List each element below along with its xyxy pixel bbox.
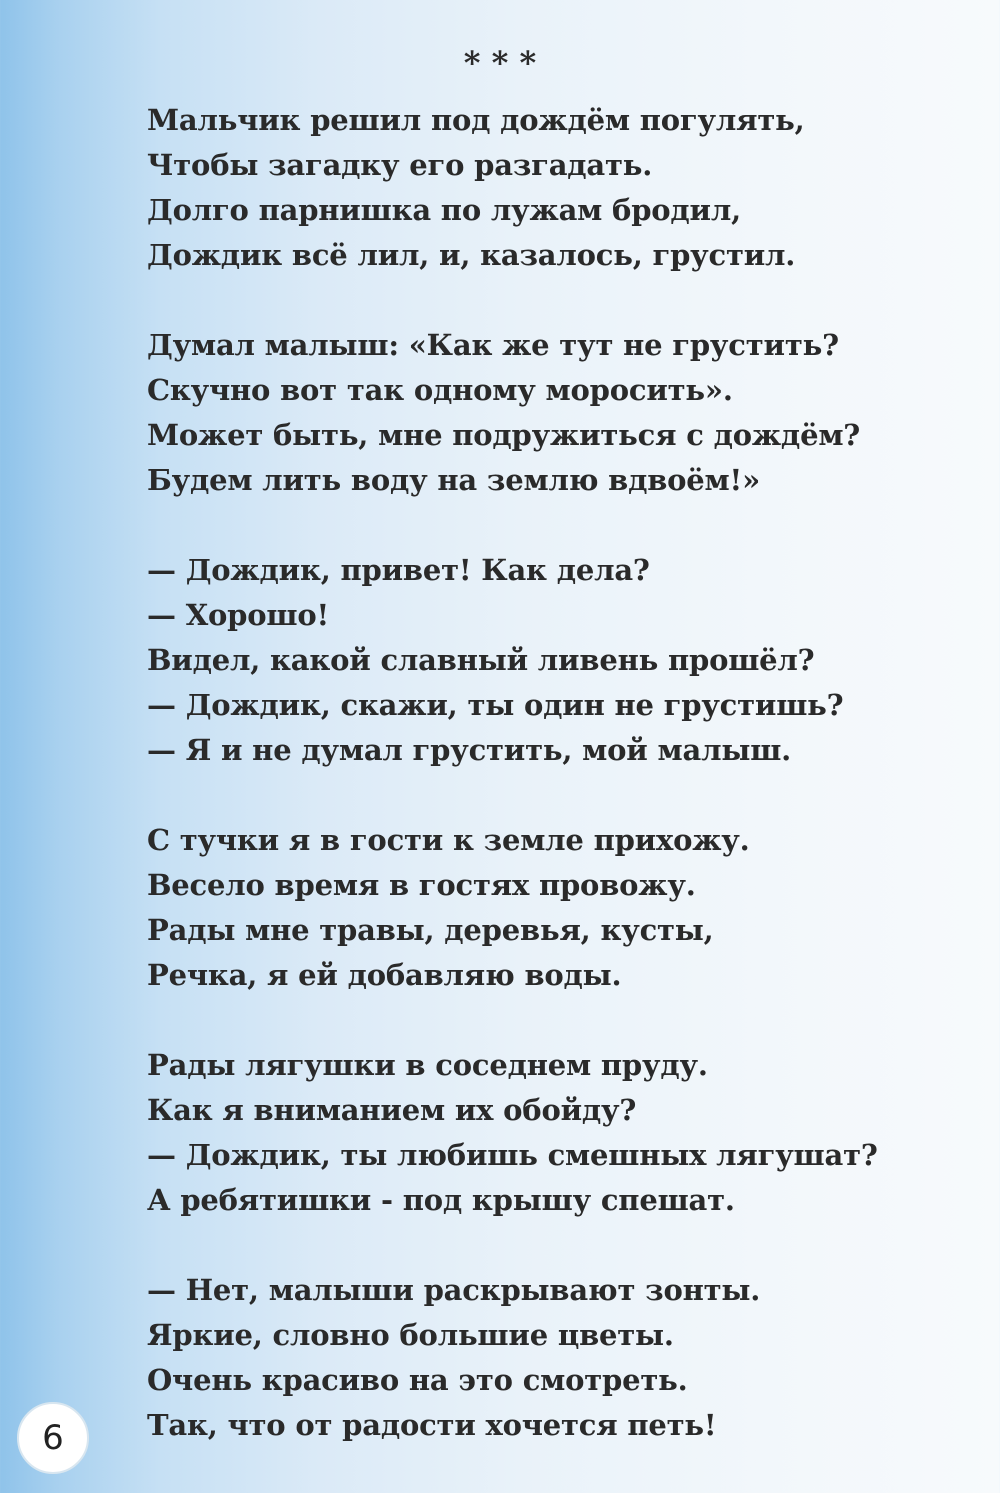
poem-line: — Хорошо! [147, 598, 329, 632]
page-number: 6 [17, 1402, 89, 1474]
poem-line: Как я вниманием их обойду? [147, 1093, 637, 1127]
poem-line: Дождик всё лил, и, казалось, грустил. [147, 238, 796, 272]
poem-line: Речка, я ей добавляю воды. [147, 958, 622, 992]
poem-line: Скучно вот так одному моросить». [147, 373, 733, 407]
stanza [147, 1268, 967, 1448]
poem-line: — Дождик, привет! Как дела? [147, 553, 650, 587]
poem-line: Очень красиво на это смотреть. [147, 1363, 688, 1397]
poem-line: Может быть, мне подружиться с дождём? [147, 418, 861, 452]
section-divider: * * * [463, 44, 537, 82]
poem-line: Мальчик решил под дождём погулять, [147, 103, 805, 137]
poem-line: Так, что от радости хочется петь! [147, 1408, 717, 1442]
poem-line: — Нет, малыши раскрывают зонты. [147, 1273, 761, 1307]
poem-line: — Я и не думал грустить, мой малыш. [147, 733, 792, 767]
poem-line: Видел, какой славный ливень прошёл? [147, 643, 815, 677]
stanza [147, 98, 967, 278]
poem-line: — Дождик, скажи, ты один не грустишь? [147, 688, 844, 722]
stanza [147, 548, 967, 773]
stanza [147, 818, 967, 998]
stanza [147, 1043, 967, 1223]
poem-line: — Дождик, ты любишь смешных лягушат? [147, 1138, 878, 1172]
poem-line: С тучки я в гости к земле прихожу. [147, 823, 750, 857]
poem-line: Думал малыш: «Как же тут не грустить? [147, 328, 839, 362]
stanza [147, 323, 967, 503]
poem [147, 98, 967, 1493]
poem-line: Рады мне травы, деревья, кусты, [147, 913, 714, 947]
poem-line: Рады лягушки в соседнем пруду. [147, 1048, 708, 1082]
poem-line: А ребятишки - под крышу спешат. [147, 1183, 735, 1217]
poem-line: Яркие, словно большие цветы. [147, 1318, 674, 1352]
poem-line: Чтобы загадку его разгадать. [147, 148, 653, 182]
poem-line: Долго парнишка по лужам бродил, [147, 193, 741, 227]
poem-line: Будем лить воду на землю вдвоём!» [147, 463, 761, 497]
poem-line: Весело время в гостях провожу. [147, 868, 696, 902]
